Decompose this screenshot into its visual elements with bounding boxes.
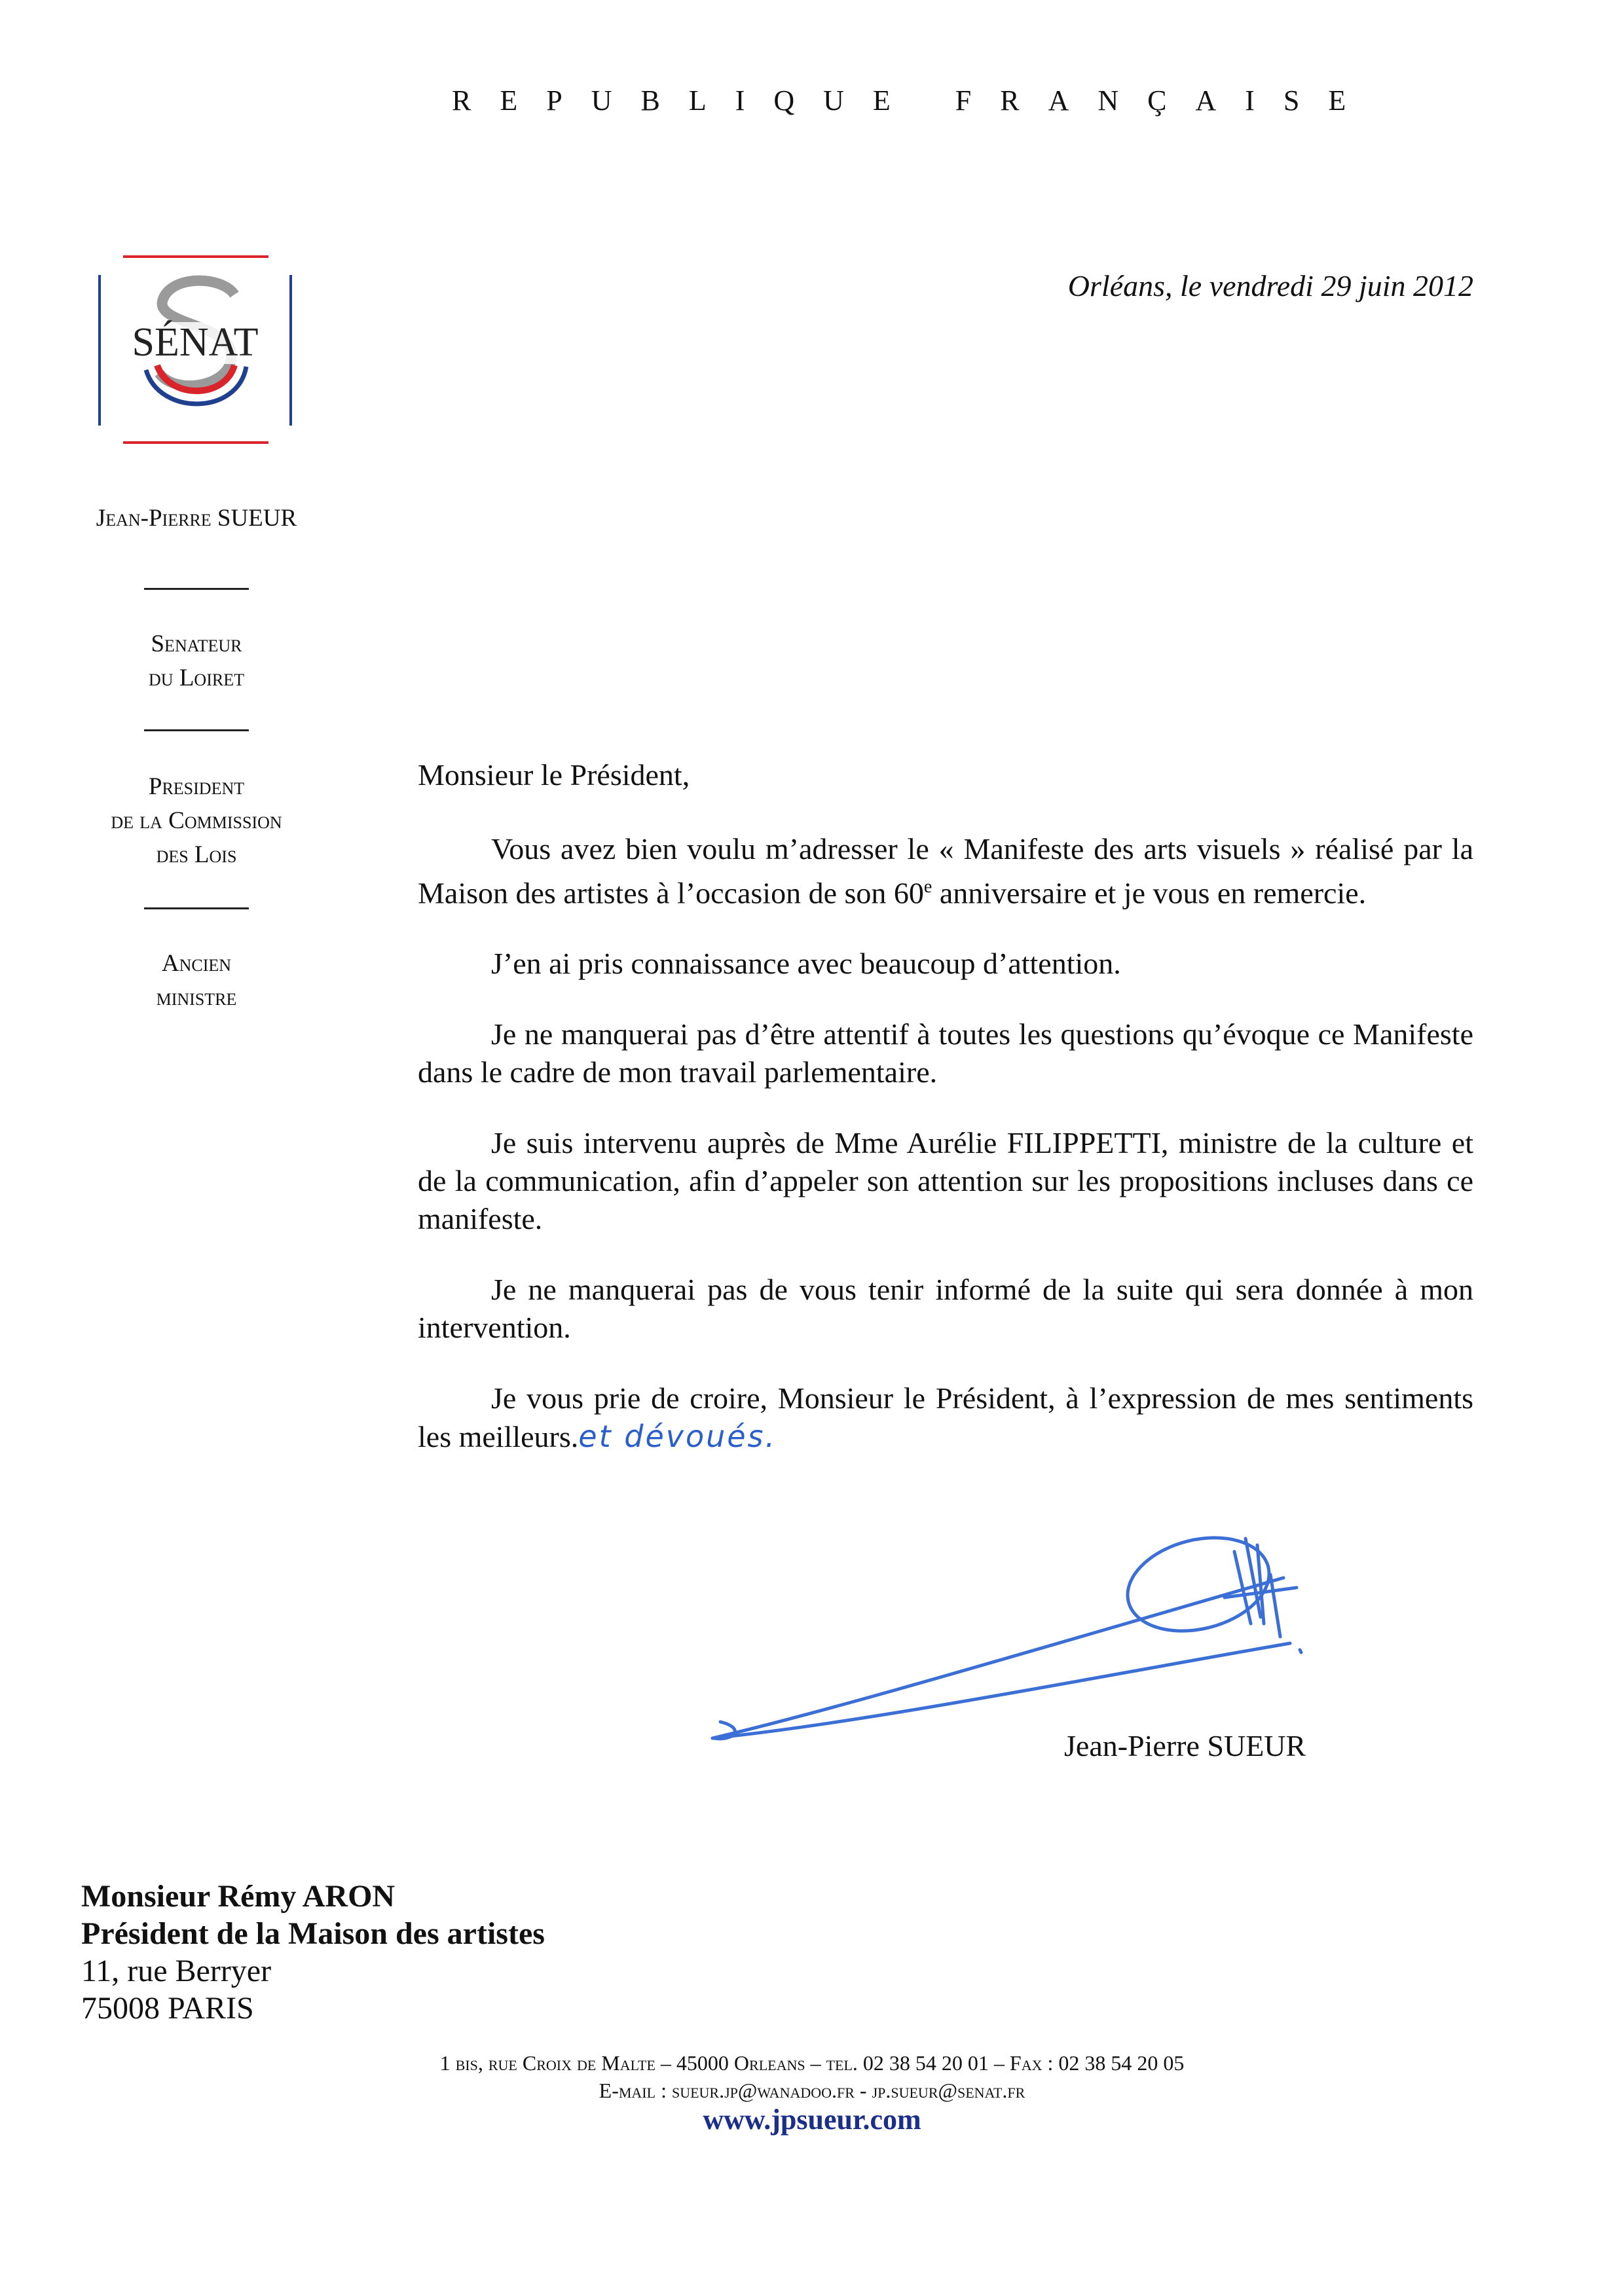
title-president: President de la Commission des Lois <box>111 773 282 868</box>
recipient-address <box>81 1878 545 2027</box>
handwritten-addition: et dévoués. <box>578 1419 777 1455</box>
paragraph: Je ne manquerai pas d’être attentif à toutes les questions qu’évoque ce Manifeste dans le cadre de mon travail parlementaire. <box>418 1017 1473 1089</box>
closing-paragraph: Je vous prie de croire, Monsieur le Président, à l’expression de mes sentiments les meilleurs.et dévoués. <box>418 1381 1473 1455</box>
senator-name: Jean-Pierre SUEUR <box>96 505 297 532</box>
letter-date: Orléans, le vendredi 29 juin 2012 <box>1067 269 1473 302</box>
signer-name: Jean-Pierre SUEUR <box>1064 1729 1306 1762</box>
recipient-name: Monsieur Rémy ARON <box>81 1879 396 1914</box>
title-ancien-ministre: Ancien ministre <box>156 950 237 1011</box>
footer-address: 1 bis, rue Croix de Malte – 45000 Orleans – tel. 02 38 54 20 01 – Fax : 02 38 54 20 05 <box>439 2051 1185 2075</box>
separator <box>144 588 249 590</box>
separator <box>144 907 249 909</box>
letter-body <box>418 756 1473 1489</box>
recipient-title: Président de la Maison des artistes <box>81 1916 545 1951</box>
recipient-city: 75008 PARIS <box>81 1991 254 2026</box>
footer-email: E-mail : sueur.jp@wanadoo.fr - jp.sueur@senat.fr <box>599 2079 1025 2102</box>
republic-header: REPUBLIQUE FRANÇAISE <box>452 84 1375 117</box>
paragraph: Je suis intervenu auprès de Mme Aurélie FILIPPETTI, ministre de la culture et de la communication, afin d’appeler son attention sur les propositions incluses dans ce manifeste. <box>418 1126 1473 1236</box>
handwritten-signature <box>707 1512 1349 1761</box>
paragraph: Vous avez bien voulu m’adresser le « Manifeste des arts visuels » réalisé par la Maison des artistes à l’occasion de son 60e anniversaire et je vous en remercie. <box>418 832 1473 910</box>
footer-contact <box>314 2049 1310 2104</box>
website-link[interactable]: www.jpsueur.com <box>703 2104 921 2136</box>
paragraph: Je ne manquerai pas de vous tenir informé de la suite qui sera donnée à mon intervention. <box>418 1273 1473 1345</box>
svg-text:SÉNAT: SÉNAT <box>132 320 259 365</box>
title-senateur: Senateur du Loiret <box>149 630 244 691</box>
paragraph: J’en ai pris connaissance avec beaucoup d’attention. <box>491 947 1121 981</box>
senat-logo <box>97 249 293 445</box>
salutation: Monsieur le Président, <box>418 758 690 792</box>
separator <box>144 729 249 731</box>
recipient-street: 11, rue Berryer <box>81 1954 272 1988</box>
